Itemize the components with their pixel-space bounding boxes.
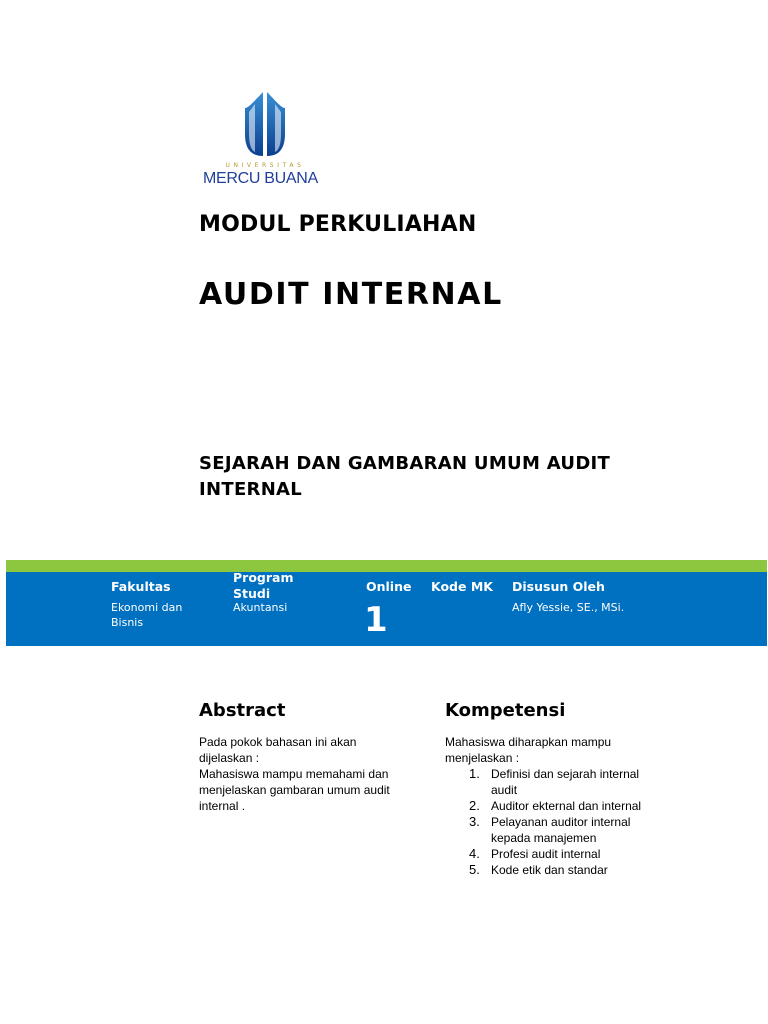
logo-university-label: UNIVERSITAS xyxy=(225,162,305,169)
topic-title xyxy=(199,451,699,503)
program-studi-value: Akuntansi xyxy=(233,601,288,614)
program-studi-label-line1: Program xyxy=(233,570,294,585)
abstract-title: Abstract xyxy=(199,700,286,721)
logo-emblem-icon xyxy=(199,86,331,164)
topic-title-line1: SEJARAH DAN GAMBARAN UMUM AUDIT xyxy=(199,453,611,474)
logo-brand-name: MERCU BUANA xyxy=(203,170,318,187)
abstract-line: dijelaskan : xyxy=(199,751,260,765)
fakultas-value xyxy=(111,600,182,630)
list-item xyxy=(445,798,685,814)
list-item-number: 4. xyxy=(469,846,480,861)
abstract-line: Pada pokok bahasan ini akan xyxy=(199,735,357,749)
abstract-line: Mahasiswa mampu memahami dan xyxy=(199,767,389,781)
kompetensi-title: Kompetensi xyxy=(445,700,566,721)
list-item xyxy=(445,846,685,862)
university-logo xyxy=(199,86,337,194)
list-item-number: 5. xyxy=(469,862,480,877)
program-studi-label-line2: Studi xyxy=(233,586,271,601)
list-item-text: Definisi dan sejarah internal xyxy=(491,767,640,781)
abstract-line: internal . xyxy=(199,799,246,813)
list-item-number: 3. xyxy=(469,814,480,829)
program-studi-label xyxy=(233,570,294,602)
list-item-number: 2. xyxy=(469,798,480,813)
banner-green-stripe xyxy=(6,560,767,572)
abstract-line: menjelaskan gambaran umum audit xyxy=(199,783,390,797)
topic-title-line2: INTERNAL xyxy=(199,479,303,500)
kode-mk-label: Kode MK xyxy=(431,579,493,594)
disusun-oleh-label: Disusun Oleh xyxy=(512,579,605,594)
online-number: 1 xyxy=(364,600,388,640)
list-item-text: audit xyxy=(491,783,518,797)
kompetensi-body xyxy=(445,734,685,878)
course-title: AUDIT INTERNAL xyxy=(199,277,503,312)
abstract-body xyxy=(199,734,419,814)
list-item-text: kepada manajemen xyxy=(491,831,597,845)
list-item-text: Kode etik dan standar xyxy=(491,863,608,877)
list-item-text: Profesi audit internal xyxy=(491,847,601,861)
kompetensi-intro-line2: menjelaskan : xyxy=(445,751,520,765)
kompetensi-intro-line1: Mahasiswa diharapkan mampu xyxy=(445,735,612,749)
list-item xyxy=(445,814,685,846)
list-item-text: Pelayanan auditor internal xyxy=(491,815,631,829)
kompetensi-list xyxy=(445,766,685,878)
list-item xyxy=(445,862,685,878)
fakultas-label: Fakultas xyxy=(111,579,171,594)
list-item-number: 1. xyxy=(469,766,480,781)
fakultas-value-line1: Ekonomi dan xyxy=(111,601,183,614)
module-title: MODUL PERKULIAHAN xyxy=(199,212,477,237)
fakultas-value-line2: Bisnis xyxy=(111,616,144,629)
list-item-text: Auditor ekternal dan internal xyxy=(491,799,642,813)
disusun-oleh-value: Afly Yessie, SE., MSi. xyxy=(512,601,625,614)
list-item xyxy=(445,766,685,798)
online-label: Online xyxy=(366,579,412,594)
